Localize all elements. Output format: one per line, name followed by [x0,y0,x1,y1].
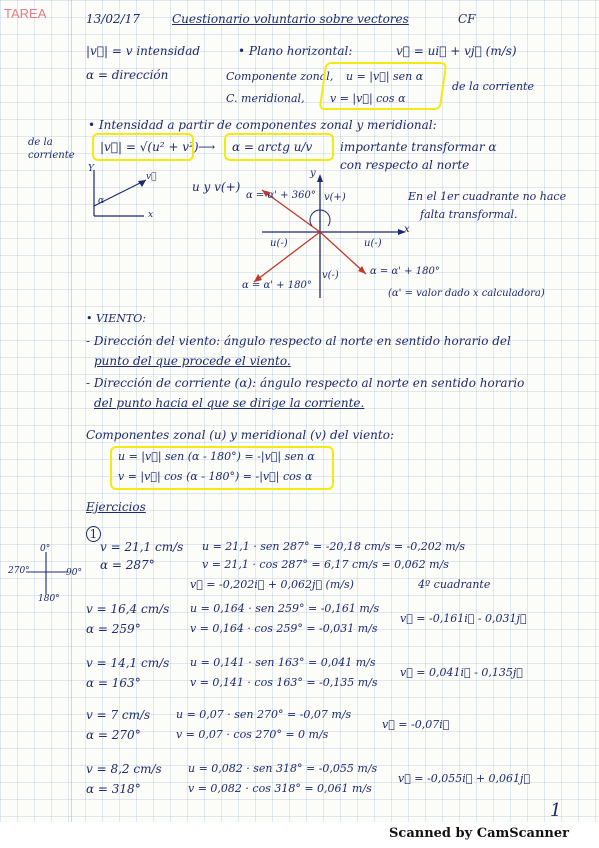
def-direction: α = dirección [86,68,169,82]
arrow-symbol: ⟶ [198,140,216,154]
compass-east: 90° [66,568,82,578]
def-vector: v⃗ = ui⃗ + vj⃗ (m/s) [396,44,517,58]
ex2-u: u = 0,164 · sen 259° = -0,161 m/s [190,602,380,615]
ex1-quadrant: 4º cuadrante [418,578,491,591]
def-intensity: |v⃗| = v intensidad [86,44,201,58]
remark-line-2: con respecto al norte [340,158,470,172]
margin-line [71,0,72,822]
exercise-number: 1 [86,526,101,542]
wind-line-1b: punto del que procede el viento. [94,354,291,368]
ex4-u: u = 0,07 · sen 270° = -0,07 m/s [176,708,352,721]
v-positive-label: v(+) [324,192,346,203]
ex1-v: v = 21,1 · cos 287° = 6,17 cm/s = 0,062 m/s [202,558,449,571]
ex4-v: v = 0,07 · cos 270° = 0 m/s [176,728,329,741]
u-positive-label: u(-) [364,238,382,249]
compass-west: 270° [8,566,30,576]
wind-components: Componentes zonal (u) y meridional (v) del viento: [86,428,394,442]
highlight-box-modulus [92,133,194,161]
quadrant-bottomleft-label: α = α' + 180° [242,280,312,291]
ex1-u: u = 21,1 · sen 287° = -20,18 cm/s = -0,202 m/s [202,540,466,553]
ex3-u: u = 0,141 · sen 163° = 0,041 m/s [190,656,376,669]
ex3-v: v = 0,141 · cos 163° = -0,135 m/s [190,676,378,689]
ex3-speed: v = 14,1 cm/s [86,656,170,670]
ex5-angle: α = 318° [86,782,141,796]
zonal-label: Componente zonal, [226,70,334,83]
exercises-heading: Ejercicios [86,500,146,514]
ex1-speed: v = 21,1 cm/s [100,540,184,554]
ex2-angle: α = 259° [86,622,141,636]
zonal-formula: u = |v⃗| sen α [346,70,424,83]
tarea-tag: TAREA [4,6,47,21]
ex2-v: v = 0,164 · cos 259° = -0,031 m/s [190,622,378,635]
highlight-box-components [319,62,448,110]
remark-line-1: importante transformar α [340,140,497,154]
wind-v-formula: v = |v⃗| cos (α - 180°) = -|v⃗| cos α [118,470,313,483]
u-v-signs: u y v(+) [192,180,241,194]
diagram-note-2: falta transformal. [420,208,518,221]
wind-u-formula: u = |v⃗| sen (α - 180°) = -|v⃗| sen α [118,450,315,463]
meridional-label: C. meridional, [226,92,305,105]
small-alpha-label: α [98,196,105,206]
intensity-heading: • Intensidad a partir de componentes zonal y meridional: [88,118,437,132]
compass-north: 0° [40,544,51,554]
scanner-footer [0,822,599,848]
ex1-angle: α = 287° [100,558,155,572]
ex4-angle: α = 270° [86,728,141,742]
small-y-label: Y [88,164,94,174]
wind-line-2a: - Dirección de corriente (α): ángulo respecto al norte en sentido horario [86,376,525,390]
diagram-note-3: (α' = valor dado x calculadora) [388,288,545,299]
axis-y-label: y [310,168,316,179]
ex5-u: u = 0,082 · sen 318° = -0,055 m/s [188,762,378,775]
ex4-speed: v = 7 cm/s [86,708,151,722]
current-note: de la corriente [452,80,534,93]
quadrant-topleft-label: α = α' + 360° [246,190,316,201]
wind-line-1a: - Dirección del viento: ángulo respecto al norte en sentido horario del [86,334,511,348]
def-plane: • Plano horizontal: [238,44,353,58]
v-negative-label: v(-) [322,270,339,281]
scanner-watermark: Scanned by CamScanner [389,826,569,841]
axis-x-label: x [404,224,410,235]
ex5-v: v = 0,082 · cos 318° = 0,061 m/s [188,782,372,795]
intensity-side-note: de la corriente [28,137,75,161]
ex4-result: v⃗ = -0,07i⃗ [382,718,450,731]
page-title: Cuestionario voluntario sobre vectores [172,12,409,26]
highlight-box-alpha [224,133,334,161]
u-negative-label: u(-) [270,238,288,249]
date: 13/02/17 [86,12,140,26]
modulus-formula: |v⃗| = √(u² + v²) [100,140,199,154]
ex5-result: v⃗ = -0,055i⃗ + 0,061j⃗ [398,772,531,785]
author-initials: CF [458,12,476,26]
quadrant-bottomright-label: α = α' + 180° [370,266,440,277]
wind-line-2b: del punto hacia el que se dirige la corriente. [94,396,365,410]
meridional-formula: v = |v⃗| cos α [330,92,406,105]
ex2-result: v⃗ = -0,161i⃗ - 0,031j⃗ [400,612,527,625]
diagram-note-1: En el 1er cuadrante no hace [408,190,567,203]
ex3-angle: α = 163° [86,676,141,690]
ex3-result: v⃗ = 0,041i⃗ - 0,135j⃗ [400,666,523,679]
compass-south: 180° [38,594,60,604]
page-number: 1 [550,800,562,821]
ex1-result: v⃗ = -0,202i⃗ + 0,062j⃗ (m/s) [190,578,354,591]
small-x-label: x [148,210,154,220]
alpha-formula: α = arctg u/v [232,140,313,154]
ex5-speed: v = 8,2 cm/s [86,762,162,776]
small-v-label: v⃗ [146,172,157,182]
wind-heading: • VIENTO: [86,312,146,325]
ex2-speed: v = 16,4 cm/s [86,602,170,616]
